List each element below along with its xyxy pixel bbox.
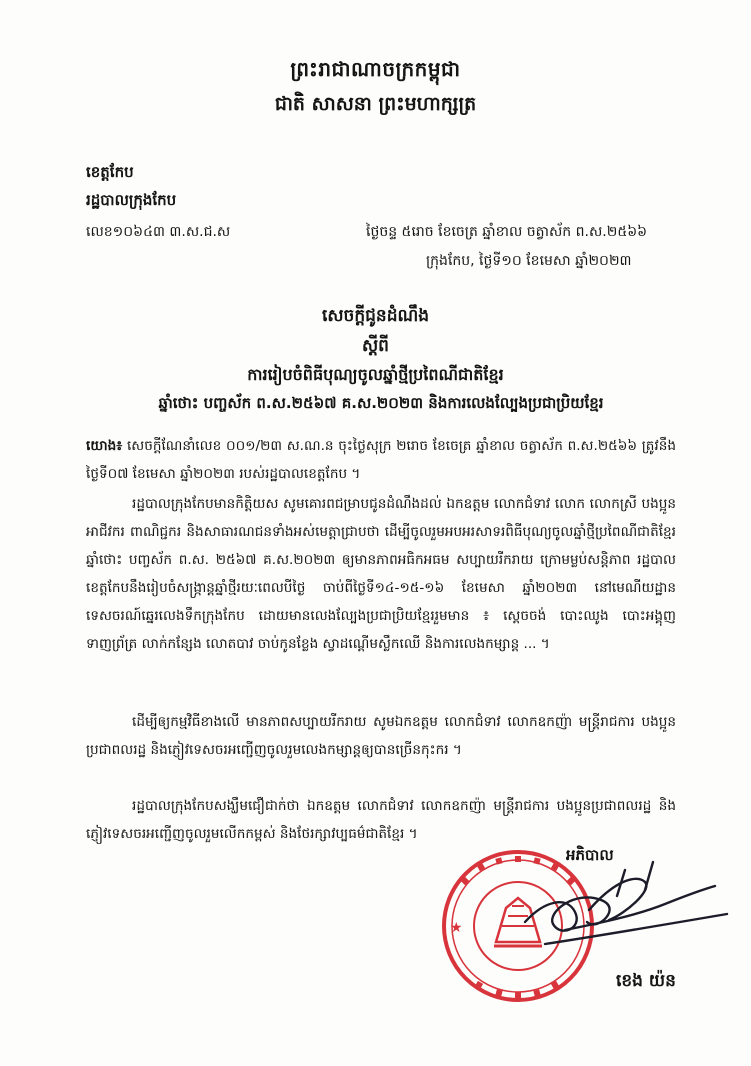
city-administration-name: រដ្ឋបាលក្រុងកែប — [86, 191, 177, 209]
notice-subject: ការរៀបចំពិធីបុណ្យចូលឆ្នាំថ្មីប្រពៃណីជាតិខ្មែរ — [247, 365, 504, 384]
notice-title: សេចក្តីជូនដំណឹង — [321, 306, 430, 326]
reference-paragraph — [86, 432, 676, 488]
province-name: ខេត្តកែប — [86, 163, 134, 181]
body-paragraph-3: រដ្ឋបាលក្រុងកែបសង្ឃឹមជឿជាក់ថា ឯកឧត្តម លោកជំទាវ លោកឧកញ៉ា មន្ត្រីរាជការ បងប្អូនប្រជាពលរដ្ឋ និងភ្ញៀវទេសចរអញ្ជើញចូលរួមលើកកម្ពស់ និងថែរក្សាវប្បធម៌ជាតិខ្មែរ ។ — [86, 798, 676, 842]
lunar-date: ថ្ងៃចន្ទ ៥រោច ខែចេត្រ ឆ្នាំខាល ចត្វាស័ក ព.ស.២៥៦៦ — [366, 224, 648, 240]
kingdom-heading: ព្រះរាជាណាចក្រកម្ពុជា — [290, 57, 461, 81]
place-and-date: ក្រុងកែប, ថ្ងៃទី១០ ខែមេសា ឆ្នាំ២០២៣ — [426, 253, 632, 269]
national-motto: ជាតិ សាសនា ព្រះមហាក្សត្រ — [274, 93, 477, 115]
body-paragraph-2: ដើម្បីឲ្យកម្មវិធីខាងលើ មានភាពសប្បាយរីករាយ សូមឯកឧត្តម លោកជំទាវ លោកឧកញ៉ា មន្ត្រីរាជការ បងប្អូនប្រជាពលរដ្ឋ និងភ្ញៀវទេសចរអញ្ជើញចូលរួមលេងកម្សាន្តឲ្យបានច្រើនកុះករ ។ — [86, 714, 676, 758]
reference-label: យោង៖ — [86, 438, 123, 454]
reference-text: សេចក្តីណែនាំលេខ ០០១/២៣ ស.ណ.ន ចុះថ្ងៃសុក្រ ២រោច ខែចេត្រ ឆ្នាំខាល ចត្វាស័ក ព.ស.២៥៦៦ ត្រូវនឹងថ្ងៃទី០៧ ខែមេសា ឆ្នាំ២០២៣ របស់រដ្ឋបាលខេត្តកែប ។ — [86, 438, 676, 482]
notice-subject-label: ស្តីពី — [362, 336, 389, 356]
handwritten-signature — [505, 860, 735, 970]
notice-subject-year: ឆ្នាំថោះ បញ្ចស័ក ព.ស.២៥៦៧ គ.ស.២០២៣ និងការលេងល្បែងប្រជាប្រិយខ្មែរ — [158, 394, 604, 412]
svg-text:★: ★ — [450, 920, 463, 936]
signatory-title: អភិបាល — [566, 846, 614, 864]
body-paragraph-1: រដ្ឋបាលក្រុងកែបមានកិត្តិយស សូមគោរពជម្រាបជូនដំណឹងដល់ ឯកឧត្តម លោកជំទាវ លោក លោកស្រី បងប្អូនអាជីវករ ពាណិជ្ជករ និងសាធារណជនទាំងអស់មេត្តាជ្រាបថា ដើម្បីចូលរួមអបអរសាទរពិធីបុណ្យចូលឆ្នាំថ្មីប្រពៃណីជាតិខ្មែរ ឆ្នាំថោះ បញ្ចស័ក ព.ស. ២៥៦៧ គ.ស.២០២៣ ឲ្យមានភាពអធិកអធម សប្បាយរីករាយ ក្រោមម្លប់សន្តិភាព រដ្ឋបាលខេត្តកែបនឹងរៀបចំសង្ក្រាន្តឆ្នាំថ្មីរយៈពេលបីថ្ងៃ ចាប់ពីថ្ងៃទី១៤-១៥-១៦ ខែមេសា ឆ្នាំ២០២៣ នៅមេណីយដ្ឋានទេសចរណ៍ឆ្នេរលេងទឹកក្រុងកែប ដោយមានលេងល្បែងប្រជាប្រិយខ្មែររួមមាន ៖ ស្តេចចង់ បោះឈូង បោះអង្គុញ ទាញព្រ័ត្រ លាក់កន្សែង លោតបាវ ចាប់កូនខ្លែង ស្វាដណ្តើមស្លឹកឈើ និងការលេងកម្សាន្ត ... ។ — [86, 496, 676, 652]
reference-number: លេខ១០៦៤៣ ៣.ស.ជ.ស — [86, 224, 231, 240]
signatory-name: ខេង យ៉ន — [616, 971, 676, 991]
